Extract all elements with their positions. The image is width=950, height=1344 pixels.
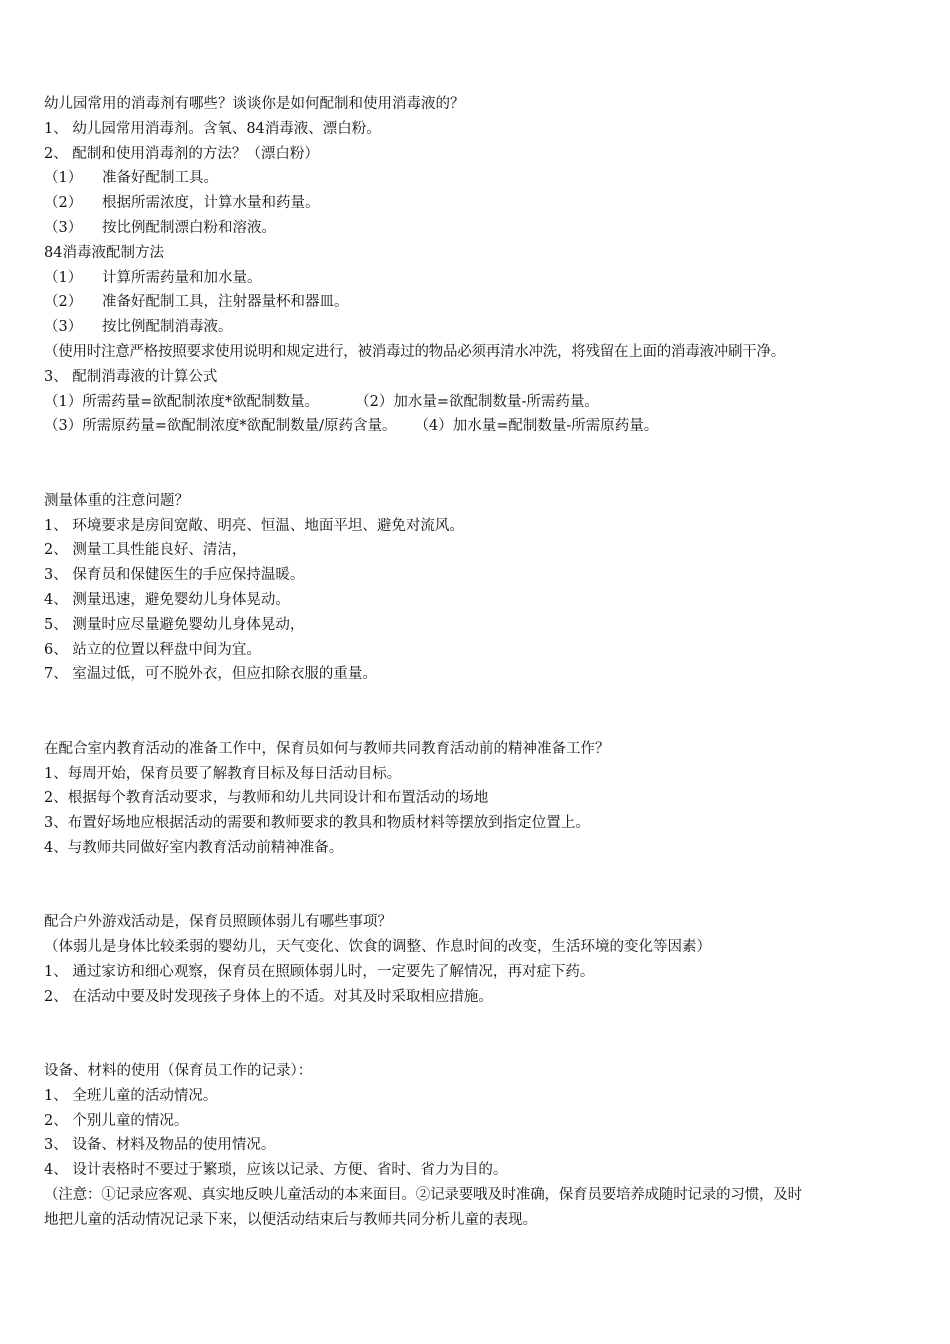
definition-note: （体弱儿是身体比较柔弱的婴幼儿，天气变化、饮食的调整、作息时间的改变，生活环境的变化等因素） [44,939,711,956]
formula-row [44,414,914,439]
item-number: （3） [44,219,83,236]
item-number: （2） [44,294,83,311]
list-item: 3、 设备、材料及物品的使用情况。 [44,1137,276,1154]
list-item: 2、 测量工具性能良好、清洁， [44,542,247,559]
list-item: 4、 设计表格时不要过于繁琐，应该以记录、方便、省时、省力为目的。 [44,1162,508,1179]
question-title-disinfectant: 幼儿园常用的消毒剂有哪些？谈谈你是如何配制和使用消毒液的？ [44,96,465,112]
list-item: 4、与教师共同做好室内教育活动前精神准备。 [44,839,344,856]
formula-row [44,390,914,415]
list-item: 3、 保育员和保健医生的手应保持温暖。 [44,567,305,584]
formula: （2）加水量=欲配制数量-所需药量。 [355,393,599,410]
subheading: 84消毒液配制方法 [44,244,164,261]
question-title-records: 设备、材料的使用（保育员工作的记录）： [44,1063,313,1080]
item-text: 按比例配制消毒液。 [102,319,233,336]
document-page [44,92,914,1233]
list-item: 2、根据每个教育活动要求，与教师和幼儿共同设计和布置活动的场地 [44,790,489,807]
list-item: 1、 环境要求是房间宽敞、明亮、恒温、地面平坦、避免对流风。 [44,517,464,534]
item-number: （2） [44,195,83,212]
list-item: 4、 测量迅速，避免婴幼儿身体晃动。 [44,591,290,608]
list-item: 2、 个别儿童的情况。 [44,1112,189,1129]
item-text: 根据所需浓度，计算水量和药量。 [102,195,320,212]
item-number: （1） [44,269,83,286]
item-text: 准备好配制工具，注射器量杯和器皿。 [102,294,349,311]
item-text: 按比例配制漂白粉和溶液。 [102,219,276,236]
formula: （3）所需原药量=欲配制浓度*欲配制数量/原药含量。 [44,418,397,435]
question-title-outdoor: 配合户外游戏活动是，保育员照顾体弱儿有哪些事项？ [44,914,392,931]
list-item [44,315,914,340]
list-item: 1、 全班儿童的活动情况。 [44,1087,218,1104]
usage-note: （使用时注意严格按照要求使用说明和规定进行，被消毒过的物品必须再清水冲洗，将残留在上面的消毒液冲刷干净。 [44,343,785,360]
list-item [44,191,914,216]
list-item [44,266,914,291]
question-title-indoor: 在配合室内教育活动的准备工作中，保育员如何与教师共同教育活动前的精神准备工作？ [44,740,610,757]
list-item: 5、 测量时应尽量避免婴幼儿身体晃动， [44,616,305,633]
paragraph: 2、 配制和使用消毒剂的方法？（漂白粉） [44,145,319,162]
question-title-weighing: 测量体重的注意问题？ [44,492,189,509]
list-item: 7、 室温过低，可不脱外衣，但应扣除衣服的重量。 [44,666,377,683]
records-note-line1: （注意：①记录应客观、真实地反映儿童活动的本来面目。②记录要哦及时准确，保育员要培养成随时记录的习惯，及时 [44,1187,802,1204]
formula: （4）加水量=配制数量-所需原药量。 [414,418,659,435]
list-item: 2、 在活动中要及时发现孩子身体上的不适。对其及时采取相应措施。 [44,988,493,1005]
item-text: 计算所需药量和加水量。 [102,269,262,286]
list-item: 3、布置好场地应根据活动的需要和教师要求的教具和物质材料等摆放到指定位置上。 [44,815,590,832]
item-text: 准备好配制工具。 [102,170,218,187]
list-item [44,216,914,241]
list-item: 1、 通过家访和细心观察，保育员在照顾体弱儿时，一定要先了解情况，再对症下药。 [44,963,595,980]
paragraph: 3、 配制消毒液的计算公式 [44,368,218,385]
item-number: （1） [44,170,83,187]
records-note-line2: 地把儿童的活动情况记录下来，以便活动结束后与教师共同分析儿童的表现。 [44,1211,537,1228]
item-number: （3） [44,319,83,336]
list-item [44,290,914,315]
list-item: 6、 站立的位置以秤盘中间为宜。 [44,641,261,658]
list-item [44,166,914,191]
list-item: 1、每周开始，保育员要了解教育目标及每日活动目标。 [44,765,402,782]
paragraph: 1、 幼儿园常用消毒剂。含氧、84消毒液、漂白粉。 [44,120,381,137]
formula: （1）所需药量=欲配制浓度*欲配制数量。 [44,393,320,410]
